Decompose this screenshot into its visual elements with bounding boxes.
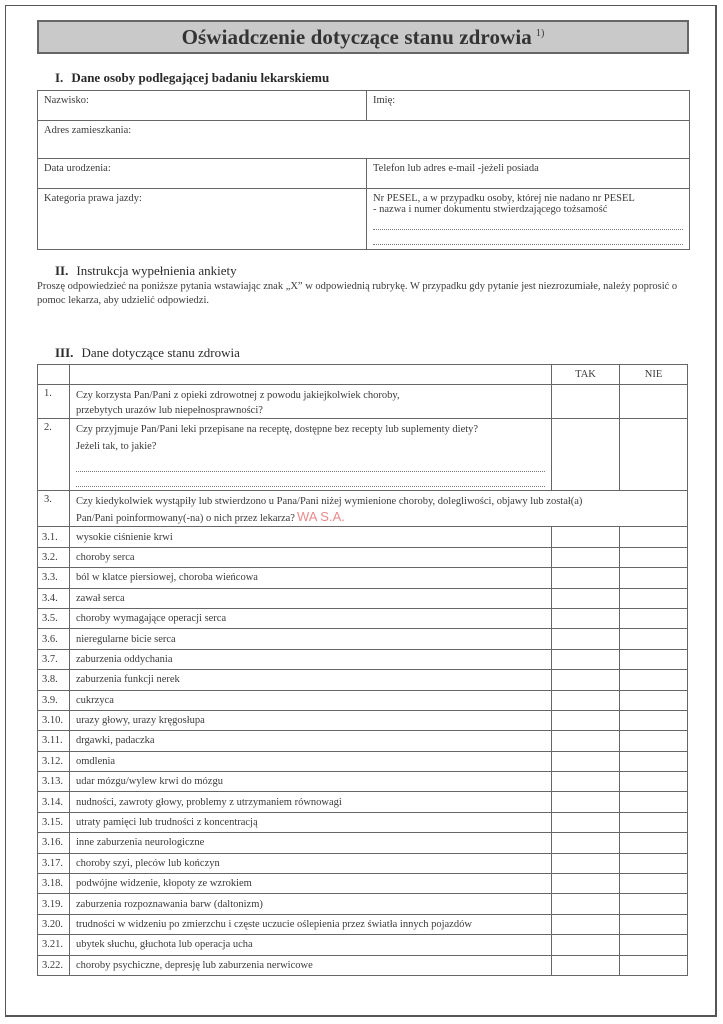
instructions-text: Proszę odpowiedzieć na poniższe pytania wstawiając znak „X” w odpowiednią rubrykę. W przypadku gdy pytanie jest niezrozumiałe, należy poprosić o pomoc lekarza, aby udzielić odpowiedzi. xyxy=(37,281,678,306)
title-bar xyxy=(37,20,689,54)
condition-row xyxy=(38,629,688,649)
yes-checkbox-cell[interactable] xyxy=(552,935,620,955)
no-checkbox-cell[interactable] xyxy=(620,588,688,608)
condition-row xyxy=(38,792,688,812)
condition-row xyxy=(38,670,688,690)
birth-date-label: Data urodzenia: xyxy=(44,163,111,174)
condition-row xyxy=(38,710,688,730)
condition-row xyxy=(38,914,688,934)
no-checkbox-cell[interactable] xyxy=(620,649,688,669)
no-checkbox-cell[interactable] xyxy=(620,874,688,894)
no-checkbox-cell[interactable] xyxy=(620,935,688,955)
question-text: Czy kiedykolwiek wystąpiły lub stwierdzono u Pana/Pani niżej wymienione choroby, dolegliwości, objawy lub został(a) xyxy=(76,496,583,508)
condition-text: zawał serca xyxy=(70,588,552,608)
condition-number: 3.5. xyxy=(38,608,70,628)
no-checkbox-cell[interactable] xyxy=(620,853,688,873)
first-name-label: Imię: xyxy=(373,95,396,106)
surname-label: Nazwisko: xyxy=(44,95,89,106)
condition-row xyxy=(38,935,688,955)
condition-text: ubytek słuchu, głuchota lub operacja ucha xyxy=(70,935,552,955)
yes-checkbox-cell[interactable] xyxy=(552,812,620,832)
condition-row xyxy=(38,527,688,547)
condition-row xyxy=(38,772,688,792)
condition-number: 3.4. xyxy=(38,588,70,608)
title-footnote: 1) xyxy=(535,27,545,39)
condition-text: nieregularne bicie serca xyxy=(70,629,552,649)
no-checkbox-cell[interactable] xyxy=(620,792,688,812)
pesel-label-line2: - nazwa i numer dokumentu stwierdzającego tożsamość xyxy=(373,204,608,215)
condition-number: 3.11. xyxy=(38,731,70,751)
condition-row xyxy=(38,812,688,832)
yes-checkbox-cell[interactable] xyxy=(552,792,620,812)
question-text: Pan/Pani poinformowany(-na) o nich przez lekarza? xyxy=(76,513,295,525)
yes-checkbox-cell[interactable] xyxy=(552,710,620,730)
pesel-label-line1: Nr PESEL, a w przypadku osoby, której nie nadano nr PESEL xyxy=(373,193,635,204)
section1-title: Dane osoby podlegającej badaniu lekarskiemu xyxy=(71,70,330,85)
condition-row xyxy=(38,833,688,853)
condition-row xyxy=(38,874,688,894)
address-field[interactable] xyxy=(38,121,690,159)
medication-dotted-line-1[interactable] xyxy=(76,460,545,472)
pesel-dotted-line-1[interactable] xyxy=(373,218,683,230)
watermark-text: WA S.A. xyxy=(296,509,345,525)
condition-text: podwójne widzenie, kłopoty ze wzrokiem xyxy=(70,874,552,894)
condition-text: wysokie ciśnienie krwi xyxy=(70,527,552,547)
yes-checkbox-cell[interactable] xyxy=(552,588,620,608)
question-text: przebytych urazów lub niepełnosprawności? xyxy=(76,405,263,417)
condition-row xyxy=(38,547,688,567)
no-checkbox-cell[interactable] xyxy=(620,731,688,751)
question-number: 3. xyxy=(38,491,70,527)
yes-checkbox-cell[interactable] xyxy=(552,772,620,792)
condition-text: choroby szyi, pleców lub kończyn xyxy=(70,853,552,873)
yes-checkbox-cell[interactable] xyxy=(552,690,620,710)
section3-heading xyxy=(55,345,240,361)
no-checkbox-cell[interactable] xyxy=(620,914,688,934)
condition-number: 3.22. xyxy=(38,955,70,975)
yes-checkbox-cell[interactable] xyxy=(552,670,620,690)
surname-field[interactable] xyxy=(38,91,367,121)
no-checkbox-cell[interactable] xyxy=(620,710,688,730)
condition-text: drgawki, padaczka xyxy=(70,731,552,751)
condition-row xyxy=(38,568,688,588)
section1-heading xyxy=(55,70,329,86)
condition-number: 3.2. xyxy=(38,547,70,567)
no-column-header: NIE xyxy=(620,365,688,385)
condition-row xyxy=(38,731,688,751)
yes-checkbox-cell[interactable] xyxy=(552,894,620,914)
birth-date-field[interactable] xyxy=(38,159,367,189)
condition-text: omdlenia xyxy=(70,751,552,771)
first-name-field[interactable] xyxy=(367,91,690,121)
pesel-dotted-line-2[interactable] xyxy=(373,233,683,245)
condition-row xyxy=(38,588,688,608)
yes-checkbox-cell[interactable] xyxy=(552,385,620,419)
condition-number: 3.6. xyxy=(38,629,70,649)
no-checkbox-cell[interactable] xyxy=(620,894,688,914)
yes-checkbox-cell[interactable] xyxy=(552,833,620,853)
condition-text: cukrzyca xyxy=(70,690,552,710)
header-num-cell xyxy=(38,365,70,385)
section2-title: Instrukcja wypełnienia ankiety xyxy=(76,263,237,278)
condition-number: 3.17. xyxy=(38,853,70,873)
condition-number: 3.15. xyxy=(38,812,70,832)
condition-text: utraty pamięci lub trudności z koncentracją xyxy=(70,812,552,832)
condition-number: 3.12. xyxy=(38,751,70,771)
yes-checkbox-cell[interactable] xyxy=(552,419,620,491)
yes-checkbox-cell[interactable] xyxy=(552,853,620,873)
condition-text: udar mózgu/wylew krwi do mózgu xyxy=(70,772,552,792)
condition-number: 3.3. xyxy=(38,568,70,588)
contact-label: Telefon lub adres e-mail -jeżeli posiada xyxy=(373,163,539,174)
contact-field[interactable] xyxy=(367,159,690,189)
condition-number: 3.18. xyxy=(38,874,70,894)
yes-checkbox-cell[interactable] xyxy=(552,649,620,669)
section1-number: I. xyxy=(55,70,64,85)
condition-number: 3.1. xyxy=(38,527,70,547)
condition-text: zaburzenia oddychania xyxy=(70,649,552,669)
question-text: Jeżeli tak, to jakie? xyxy=(76,441,157,453)
condition-text: choroby serca xyxy=(70,547,552,567)
no-checkbox-cell[interactable] xyxy=(620,833,688,853)
pesel-field[interactable] xyxy=(367,189,690,250)
personal-data-table xyxy=(37,90,690,250)
question-row-1 xyxy=(38,385,688,419)
yes-checkbox-cell[interactable] xyxy=(552,874,620,894)
yes-checkbox-cell[interactable] xyxy=(552,751,620,771)
question-text: Czy korzysta Pan/Pani z opieki zdrowotnej z powodu jakiejkolwiek choroby, xyxy=(76,390,400,402)
condition-row xyxy=(38,608,688,628)
condition-number: 3.8. xyxy=(38,670,70,690)
condition-number: 3.14. xyxy=(38,792,70,812)
section3-number: III. xyxy=(55,345,74,360)
yes-checkbox-cell[interactable] xyxy=(552,547,620,567)
health-questions-table xyxy=(37,364,688,976)
condition-number: 3.9. xyxy=(38,690,70,710)
condition-number: 3.19. xyxy=(38,894,70,914)
yes-checkbox-cell[interactable] xyxy=(552,914,620,934)
license-category-field[interactable] xyxy=(38,189,367,250)
condition-text: choroby wymagające operacji serca xyxy=(70,608,552,628)
no-checkbox-cell[interactable] xyxy=(620,751,688,771)
question-number: 1. xyxy=(38,385,70,419)
condition-row xyxy=(38,955,688,975)
page-title: Oświadczenie dotyczące stanu zdrowia $^{1)}$ xyxy=(181,24,545,49)
condition-text: ból w klatce piersiowej, choroba wieńcowa xyxy=(70,568,552,588)
section3-title: Dane dotyczące stanu zdrowia xyxy=(81,345,240,360)
condition-number: 3.16. xyxy=(38,833,70,853)
no-checkbox-cell[interactable] xyxy=(620,568,688,588)
condition-text: inne zaburzenia neurologiczne xyxy=(70,833,552,853)
condition-text: choroby psychiczne, depresję lub zaburzenia nerwicowe xyxy=(70,955,552,975)
medication-dotted-line-2[interactable] xyxy=(76,475,545,487)
section2-number: II. xyxy=(55,263,69,278)
condition-row xyxy=(38,751,688,771)
condition-number: 3.13. xyxy=(38,772,70,792)
no-checkbox-cell[interactable] xyxy=(620,772,688,792)
condition-row xyxy=(38,894,688,914)
no-checkbox-cell[interactable] xyxy=(620,690,688,710)
question-number: 2. xyxy=(38,419,70,491)
header-question-cell xyxy=(70,365,552,385)
section2-heading xyxy=(55,263,237,279)
yes-checkbox-cell[interactable] xyxy=(552,731,620,751)
no-checkbox-cell[interactable] xyxy=(620,419,688,491)
condition-number: 3.20. xyxy=(38,914,70,934)
question-row-3 xyxy=(38,491,688,527)
question-text: Czy przyjmuje Pan/Pani leki przepisane na receptę, dostępne bez recepty lub suplementy diety? xyxy=(76,424,479,436)
no-checkbox-cell[interactable] xyxy=(620,385,688,419)
condition-number: 3.7. xyxy=(38,649,70,669)
condition-row xyxy=(38,853,688,873)
question-row-2 xyxy=(38,419,688,491)
condition-row xyxy=(38,690,688,710)
no-checkbox-cell[interactable] xyxy=(620,527,688,547)
condition-text: zaburzenia rozpoznawania barw (daltonizm) xyxy=(70,894,552,914)
yes-checkbox-cell[interactable] xyxy=(552,527,620,547)
condition-number: 3.21. xyxy=(38,935,70,955)
yes-checkbox-cell[interactable] xyxy=(552,608,620,628)
address-label: Adres zamieszkania: xyxy=(44,125,132,136)
no-checkbox-cell[interactable] xyxy=(620,812,688,832)
no-checkbox-cell[interactable] xyxy=(620,955,688,975)
no-checkbox-cell[interactable] xyxy=(620,629,688,649)
yes-checkbox-cell[interactable] xyxy=(552,568,620,588)
no-checkbox-cell[interactable] xyxy=(620,670,688,690)
yes-checkbox-cell[interactable] xyxy=(552,629,620,649)
condition-text: zaburzenia funkcji nerek xyxy=(70,670,552,690)
license-category-label: Kategoria prawa jazdy: xyxy=(44,193,142,204)
condition-text: nudności, zawroty głowy, problemy z utrzymaniem równowagi xyxy=(70,792,552,812)
no-checkbox-cell[interactable] xyxy=(620,608,688,628)
condition-row xyxy=(38,649,688,669)
condition-text: urazy głowy, urazy kręgosłupa xyxy=(70,710,552,730)
no-checkbox-cell[interactable] xyxy=(620,547,688,567)
condition-number: 3.10. xyxy=(38,710,70,730)
yes-column-header: TAK xyxy=(552,365,620,385)
yes-checkbox-cell[interactable] xyxy=(552,955,620,975)
condition-text: trudności w widzeniu po zmierzchu i częste uczucie oślepienia przez światła innych pojazdów xyxy=(70,914,552,934)
